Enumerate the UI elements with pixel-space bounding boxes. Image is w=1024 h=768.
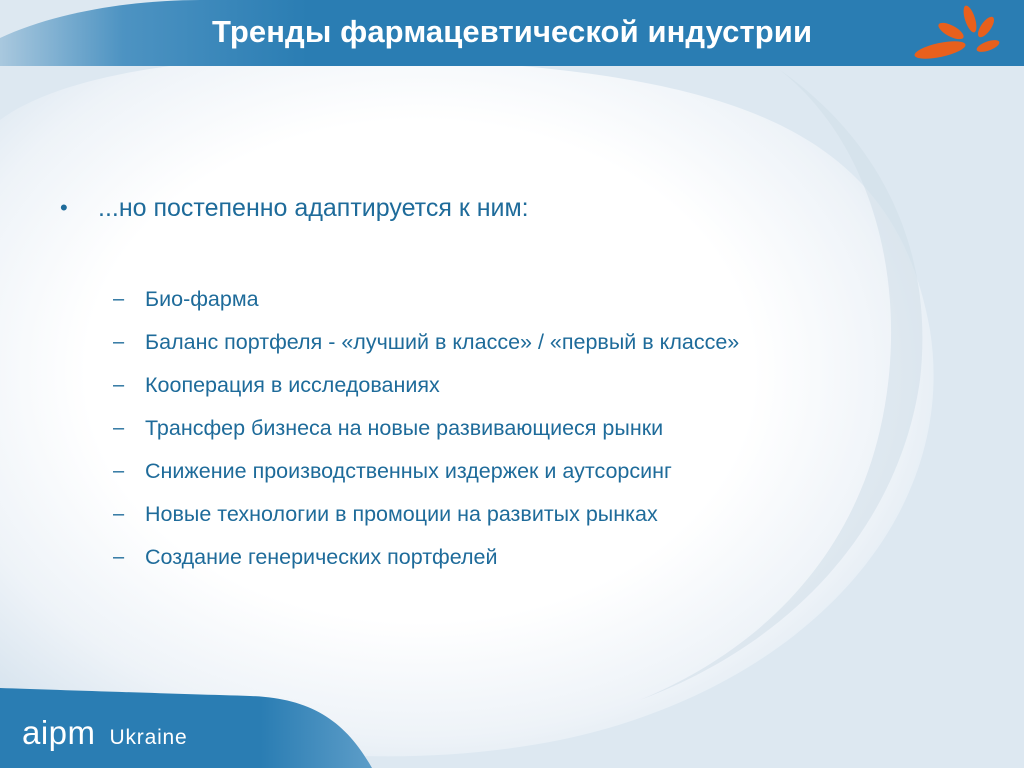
- main-bullet-text: ...но постепенно адаптируется к ним:: [98, 193, 529, 222]
- sub-bullet-text: Кооперация в исследованиях: [145, 373, 440, 397]
- dash-marker: –: [113, 460, 125, 482]
- brand-logo: [22, 714, 188, 752]
- sub-bullet-text: Новые технологии в промоции на развитых рынках: [145, 502, 658, 526]
- brand-name: aipm: [22, 714, 96, 751]
- sub-bullet-text: Снижение производственных издержек и аутсорсинг: [145, 459, 672, 483]
- dash-marker: –: [113, 417, 125, 439]
- dash-marker: –: [113, 288, 125, 310]
- bullet-dot-icon: •: [60, 195, 68, 220]
- brand-country: Ukraine: [109, 726, 188, 749]
- dash-marker: –: [113, 546, 125, 568]
- sub-bullet-text: Создание генерических портфелей: [145, 545, 498, 569]
- sub-bullet-text: Баланс портфеля - «лучший в классе» / «первый в классе»: [145, 330, 740, 354]
- dash-marker: –: [113, 503, 125, 525]
- sub-bullet-text: Трансфер бизнеса на новые развивающиеся рынки: [145, 416, 664, 440]
- dash-marker: –: [113, 331, 125, 353]
- slide-title: Тренды фармацевтической индустрии: [212, 14, 813, 49]
- sub-bullet-text: Био-фарма: [145, 287, 259, 311]
- dash-marker: –: [113, 374, 125, 396]
